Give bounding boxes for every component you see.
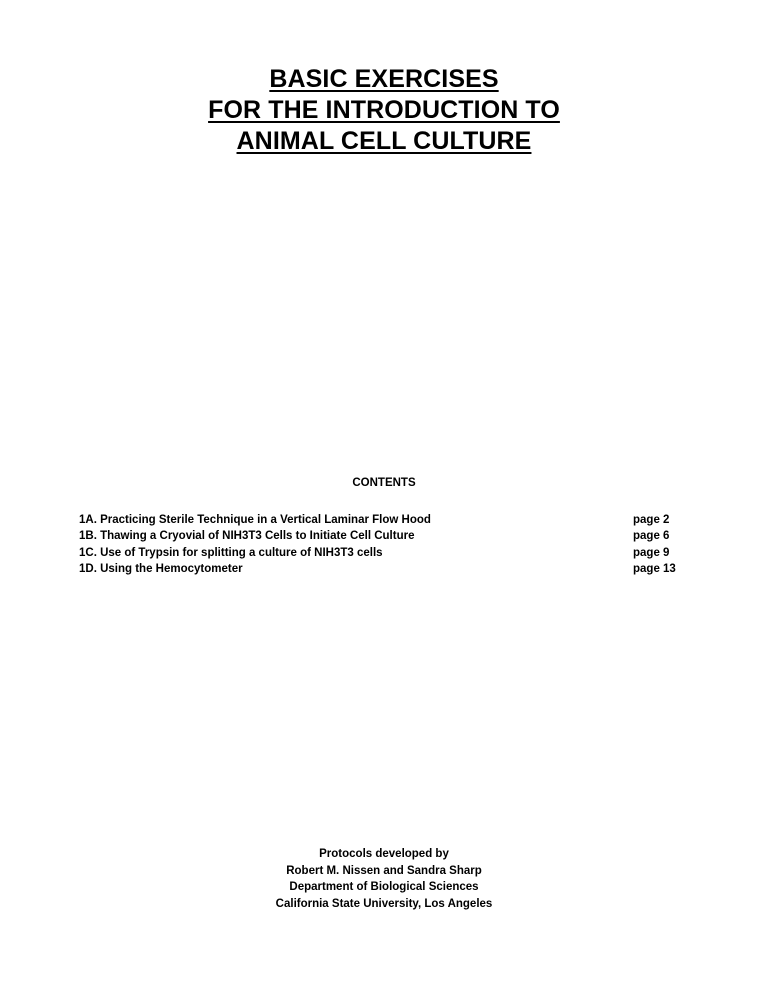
toc-entry-page: page 2	[633, 514, 670, 526]
contents-heading: CONTENTS	[352, 477, 416, 489]
title-line-2: FOR THE INTRODUCTION TO	[208, 96, 560, 124]
document-title	[0, 64, 768, 157]
toc-entry-1c	[79, 545, 689, 561]
toc-entry-1d	[79, 561, 689, 577]
toc-entry-page: page 6	[633, 530, 670, 543]
title-line-1: BASIC EXERCISES	[269, 65, 499, 93]
toc-entry-label: 1A. Practicing Sterile Technique in a Vertical Laminar Flow Hood	[79, 514, 431, 526]
toc-entry-page: page 13	[633, 562, 676, 575]
toc-entry-label: 1D. Using the Hemocytometer	[79, 562, 243, 575]
credits-university: California State University, Los Angeles	[275, 897, 493, 910]
toc-entry-page: page 9	[633, 546, 670, 559]
credits-line-1: Protocols developed by	[319, 848, 449, 860]
table-of-contents	[79, 512, 689, 577]
credits-department: Department of Biological Sciences	[289, 881, 479, 893]
title-line-3: ANIMAL CELL CULTURE	[236, 127, 532, 155]
toc-entry-label: 1C. Use of Trypsin for splitting a culture of NIH3T3 cells	[79, 546, 383, 559]
toc-entry-label: 1B. Thawing a Cryovial of NIH3T3 Cells to Initiate Cell Culture	[79, 530, 415, 543]
toc-entry-1b	[79, 528, 689, 544]
credits-block	[0, 846, 768, 912]
toc-entry-1a	[79, 512, 689, 528]
credits-authors: Robert M. Nissen and Sandra Sharp	[286, 864, 482, 877]
